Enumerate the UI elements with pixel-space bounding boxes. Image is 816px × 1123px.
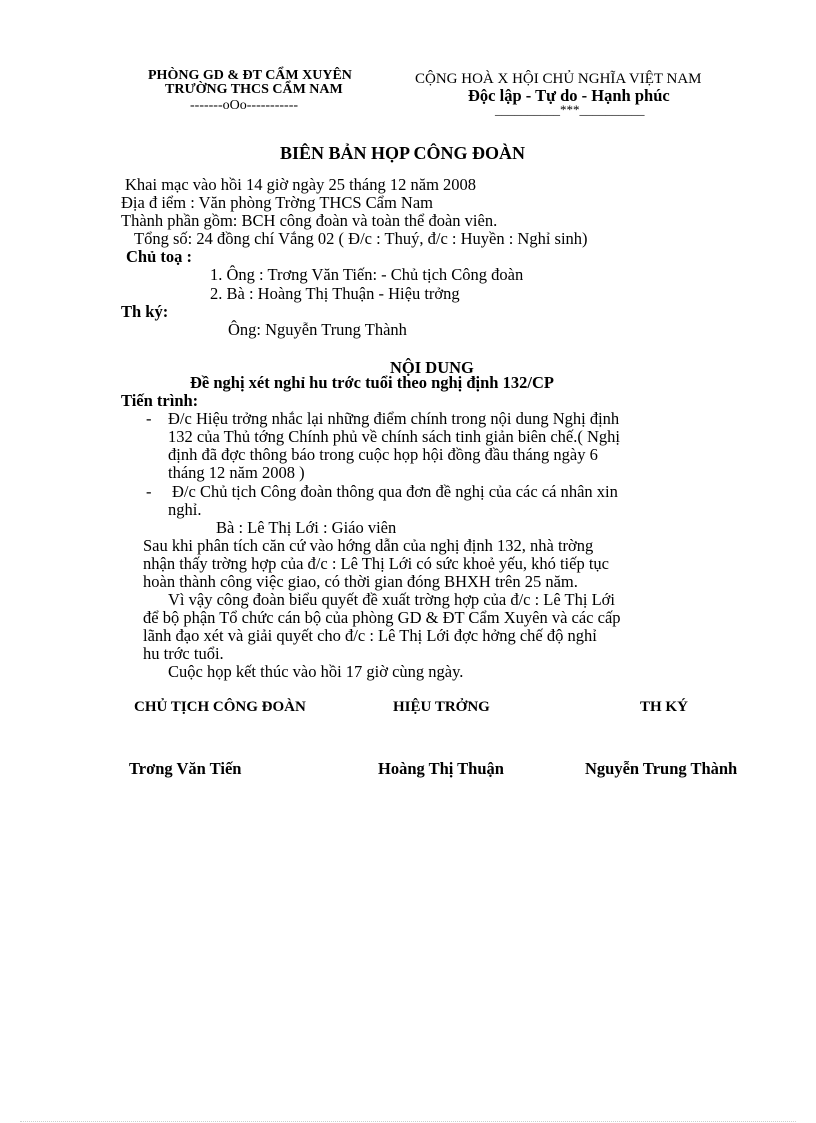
chair-label: Chủ toạ : bbox=[126, 247, 193, 266]
signature-title-principal: HIỆU TRỞNG bbox=[393, 699, 490, 715]
school-name: TRƯỜNG THCS CẨM NAM bbox=[165, 82, 343, 97]
chair-item-1: 1. Ông : Trơng Văn Tiến: - Chủ tịch Công đoàn bbox=[210, 265, 524, 284]
signature-name-secretary: Nguyễn Trung Thành bbox=[585, 759, 738, 778]
para1-line1: Sau khi phân tích căn cứ vào hớng dẫn của nghị định 132, nhà trờng bbox=[143, 536, 594, 555]
bullet1-line3: định đã đợc thông báo trong cuộc họp hội đồng đầu tháng ngày 6 bbox=[168, 445, 598, 464]
national-motto: Độc lập - Tự do - Hạnh phúc bbox=[468, 86, 670, 105]
attendance-total: Tổng số: 24 đồng chí Vắng 02 ( Đ/c : Thuý, đ/c : Huyền : Nghỉ sinh) bbox=[134, 229, 588, 248]
bullet1-line4: tháng 12 năm 2008 ) bbox=[168, 463, 305, 482]
agency-name: PHÒNG GD & ĐT CẨM XUYÊN bbox=[148, 68, 352, 83]
content-subheading: Đề nghị xét nghỉ hu trớc tuổi theo nghị định 132/CP bbox=[190, 373, 554, 392]
signature-name-principal: Hoàng Thị Thuận bbox=[378, 759, 504, 778]
bullet1-line2: 132 của Thủ tớng Chính phủ về chính sách tinh giản biên chế.( Nghị bbox=[168, 427, 621, 446]
document-title: BIÊN BẢN HỌP CÔNG ĐOÀN bbox=[280, 143, 526, 163]
applicant-line: Bà : Lê Thị Lới : Giáo viên bbox=[216, 518, 397, 537]
meeting-location: Địa đ iểm : Văn phòng Trờng THCS Cẩm Nam bbox=[121, 193, 434, 212]
bullet1-line1: Đ/c Hiệu trởng nhắc lại những điểm chính trong nội dung Nghị định bbox=[168, 409, 620, 428]
bullet-dash: - bbox=[146, 482, 152, 501]
bullet2-line1: Đ/c Chủ tịch Công đoàn thông qua đơn đề nghị của các cá nhân xin bbox=[172, 482, 618, 501]
closing-line: Cuộc họp kết thúc vào hồi 17 giờ cùng ngày. bbox=[168, 662, 464, 681]
signature-title-secretary: TH KÝ bbox=[640, 699, 688, 715]
signature-title-chairman: CHỦ TỊCH CÔNG ĐOÀN bbox=[134, 699, 306, 715]
para2-line2: để bộ phận Tổ chức cán bộ của phòng GD & ĐT Cẩm Xuyên và các cấp bbox=[143, 608, 621, 627]
signature-name-chairman: Trơng Văn Tiến bbox=[129, 759, 242, 778]
secretary-label: Th ký: bbox=[121, 302, 169, 321]
participants: Thành phần gồm: BCH công đoàn và toàn thể đoàn viên. bbox=[121, 211, 498, 230]
content-heading: NỘI DUNG bbox=[390, 358, 474, 377]
page-bottom-rule bbox=[20, 1121, 796, 1122]
left-header-ornament: -------oOo----------- bbox=[190, 98, 299, 113]
opening-time: Khai mạc vào hồi 14 giờ ngày 25 tháng 12 năm 2008 bbox=[125, 175, 477, 194]
para1-line2: nhận thấy trờng hợp của đ/c : Lê Thị Lới có sức khoẻ yếu, khó tiếp tục bbox=[143, 554, 609, 573]
process-label: Tiến trình: bbox=[121, 391, 199, 410]
bullet-dash: - bbox=[146, 409, 152, 428]
right-header-ornament: __________***__________ bbox=[495, 102, 645, 117]
para2-line1: Vì vậy công đoàn biểu quyết đề xuất trờng hợp của đ/c : Lê Thị Lới bbox=[168, 590, 615, 609]
para1-line3: hoàn thành công việc giao, có thời gian đóng BHXH trên 25 năm. bbox=[143, 572, 578, 591]
chair-item-2: 2. Bà : Hoàng Thị Thuận - Hiệu trởng bbox=[210, 284, 460, 303]
para2-line3: lãnh đạo xét và giải quyết cho đ/c : Lê Thị Lới đợc hởng chế độ nghỉ bbox=[143, 626, 597, 645]
para2-line4: hu trớc tuổi. bbox=[143, 644, 224, 663]
bullet2-line2: nghỉ. bbox=[168, 500, 202, 519]
nation-name: CỘNG HOÀ X HỘI CHỦ NGHĨA VIỆT NAM bbox=[415, 71, 702, 87]
secretary-name: Ông: Nguyễn Trung Thành bbox=[228, 320, 407, 339]
